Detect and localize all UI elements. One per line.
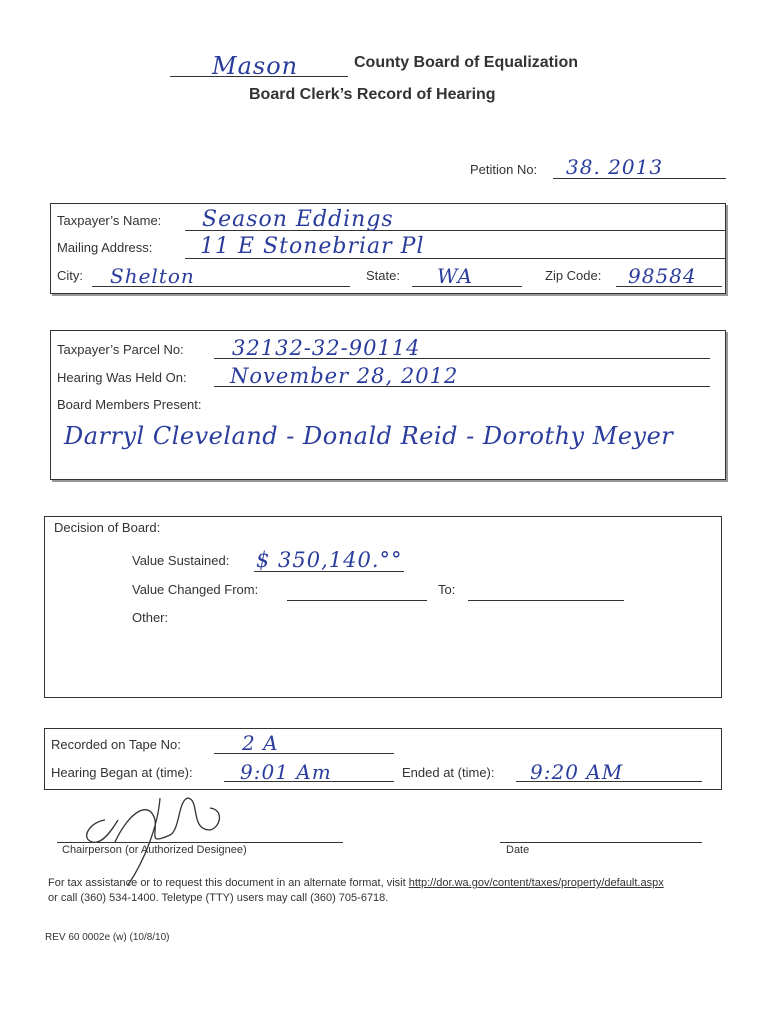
hearing-held-value: November 28, 2012 xyxy=(230,364,459,388)
began-value: 9:01 Am xyxy=(240,760,332,784)
date-label: Date xyxy=(506,844,530,856)
chair-signature-line xyxy=(57,842,343,843)
ended-label: Ended at (time): xyxy=(402,765,495,780)
county-name: Mason xyxy=(212,52,299,80)
form-id: REV 60 0002e (w) (10/8/10) xyxy=(45,932,170,943)
decision-box xyxy=(44,516,722,698)
assistance-lead: For tax assistance or to request this document in an alternate format, visit xyxy=(48,877,406,889)
other-label: Other: xyxy=(132,610,169,625)
parcel-value: 32132-32-90114 xyxy=(232,336,421,360)
zip-label: Zip Code: xyxy=(545,268,602,283)
tape-label: Recorded on Tape No: xyxy=(51,737,181,752)
city-value: Shelton xyxy=(110,264,195,288)
state-value: WA xyxy=(437,264,474,288)
began-label: Hearing Began at (time): xyxy=(51,765,193,780)
form-subtitle: Board Clerk’s Record of Hearing xyxy=(249,86,496,103)
board-members-value: Darryl Cleveland - Donald Reid - Dorothy Meyer xyxy=(64,422,674,450)
call-text: or call (360) 534-1400. Teletype (TTY) users may call (360) 705-6718. xyxy=(48,892,389,904)
ended-value: 9:20 AM xyxy=(530,760,624,784)
mailing-address-value: 11 E Stonebriar Pl xyxy=(200,234,425,259)
taxpayer-name-label: Taxpayer’s Name: xyxy=(57,213,162,228)
parcel-label: Taxpayer’s Parcel No: xyxy=(57,342,184,357)
value-changed-label: Value Changed From: xyxy=(132,582,259,597)
tape-value: 2 A xyxy=(242,731,279,755)
board-members-label: Board Members Present: xyxy=(57,397,202,412)
assistance-text xyxy=(48,877,728,889)
chair-label: Chairperson (or Authorized Designee) xyxy=(62,844,247,856)
form-title: County Board of Equalization xyxy=(354,54,578,71)
dor-link[interactable]: http://dor.wa.gov/content/taxes/property/default.aspx xyxy=(408,877,664,889)
hearing-held-label: Hearing Was Held On: xyxy=(57,370,187,385)
city-label: City: xyxy=(57,268,83,283)
taxpayer-name-value: Season Eddings xyxy=(202,207,394,232)
petition-value: 38. 2013 xyxy=(566,155,664,179)
to-label: To: xyxy=(438,582,456,597)
date-line xyxy=(500,842,702,843)
state-label: State: xyxy=(366,268,400,283)
decision-label: Decision of Board: xyxy=(54,520,161,535)
changed-to-underline xyxy=(468,600,624,601)
value-sustained-value: $ 350,140.°° xyxy=(256,548,403,572)
zip-value: 98584 xyxy=(628,264,697,288)
tape-underline xyxy=(214,753,394,754)
petition-label: Petition No: xyxy=(470,162,538,177)
value-sustained-label: Value Sustained: xyxy=(132,553,230,568)
mailing-address-label: Mailing Address: xyxy=(57,240,153,255)
changed-from-underline xyxy=(287,600,427,601)
chairperson-signature xyxy=(60,790,260,890)
